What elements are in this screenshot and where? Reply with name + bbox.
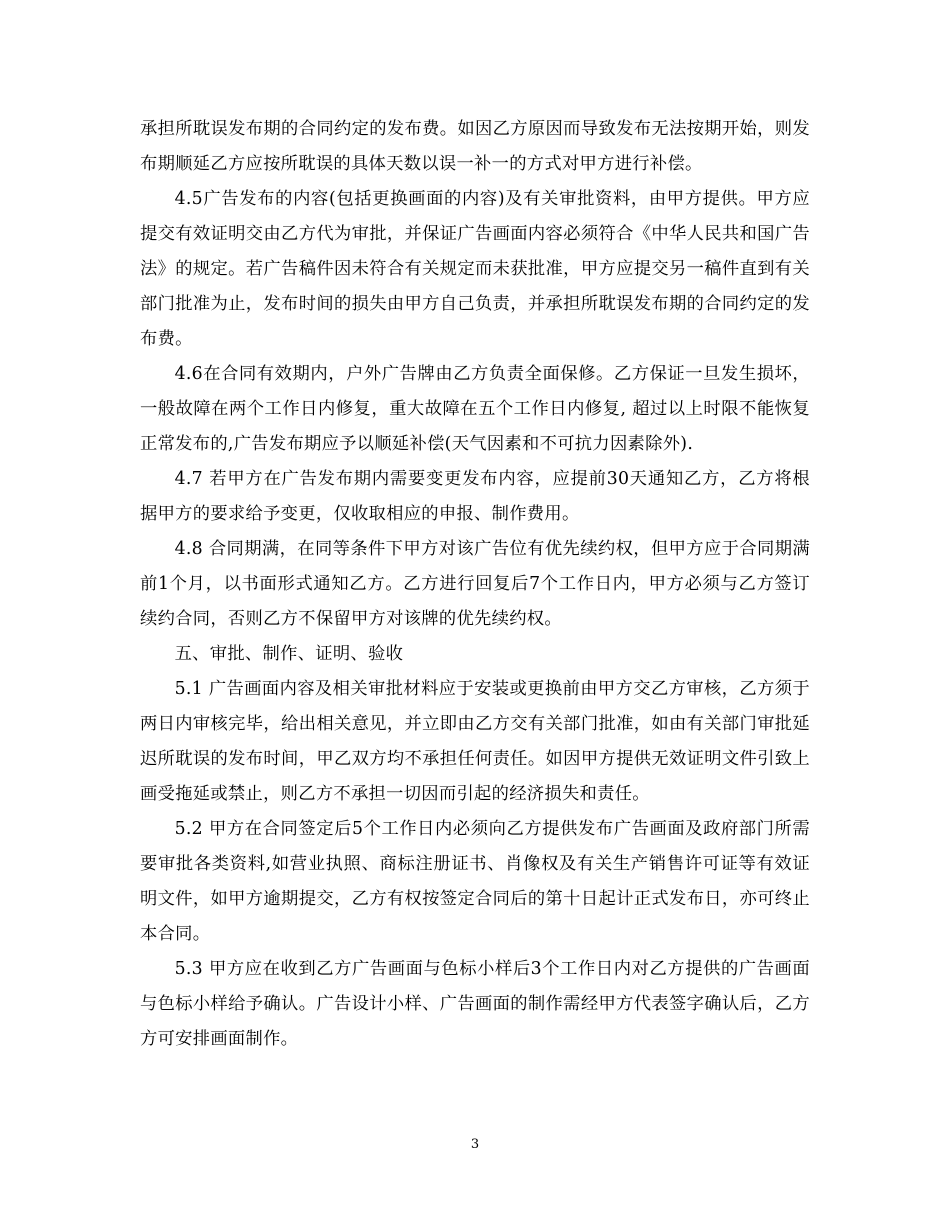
paragraph-5-3: 5.3 甲方应在收到乙方广告画面与色标小样后3个工作日内对乙方提供的广告画面与色标小样给予确认。广告设计小样、广告画面的制作需经甲方代表签字确认后，乙方方可安排画面制作。 — [140, 959, 810, 1049]
document-body — [140, 112, 810, 1057]
paragraph-4-6: 4.6在合同有效期内，户外广告牌由乙方负责全面保修。乙方保证一旦发生损坏，一般故障在两个工作日内修复，重大故障在五个工作日内修复, 超过以上时限不能恢复正常发布的,广告发布期应予以顺延补偿(天气因素和不可抗力因素除外). — [140, 364, 810, 454]
paragraph-5-1: 5.1 广告画面内容及相关审批材料应于安装或更换前由甲方交乙方审核，乙方须于两日内审核完毕，给出相关意见，并立即由乙方交有关部门批准，如由有关部门审批延迟所耽误的发布时间，甲乙双方均不承担任何责任。如因甲方提供无效证明文件引致上画受拖延或禁止，则乙方不承担一切因而引起的经济损失和责任。 — [140, 679, 810, 804]
paragraph-continuation: 承担所耽误发布期的合同约定的发布费。如因乙方原因而导致发布无法按期开始，则发布期顺延乙方应按所耽误的具体天数以误一补一的方式对甲方进行补偿。 — [140, 119, 810, 174]
section-heading-5: 五、审批、制作、证明、验收 — [174, 644, 404, 664]
page-number: 3 — [470, 1137, 480, 1152]
paragraph-5-2: 5.2 甲方在合同签定后5个工作日内必须向乙方提供发布广告画面及政府部门所需要审批各类资料,如营业执照、商标注册证书、肖像权及有关生产销售许可证等有效证明文件，如甲方逾期提交，乙方有权按签定合同后的第十日起计正式发布日，亦可终止本合同。 — [140, 819, 810, 944]
paragraph-4-8: 4.8 合同期满，在同等条件下甲方对该广告位有优先续约权，但甲方应于合同期满前1个月，以书面形式通知乙方。乙方进行回复后7个工作日内，甲方必须与乙方签订续约合同，否则乙方不保留甲方对该牌的优先续约权。 — [140, 539, 810, 629]
paragraph-4-5: 4.5广告发布的内容(包括更换画面的内容)及有关审批资料，由甲方提供。甲方应提交有效证明交由乙方代为审批，并保证广告画面内容必须符合《中华人民共和国广告法》的规定。若广告稿件因未符合有关规定而未获批准，甲方应提交另一稿件直到有关部门批准为止，发布时间的损失由甲方自己负责，并承担所耽误发布期的合同约定的发布费。 — [140, 189, 810, 349]
paragraph-4-7: 4.7 若甲方在广告发布期内需要变更发布内容，应提前30天通知乙方，乙方将根据甲方的要求给予变更，仅收取相应的申报、制作费用。 — [140, 469, 810, 524]
